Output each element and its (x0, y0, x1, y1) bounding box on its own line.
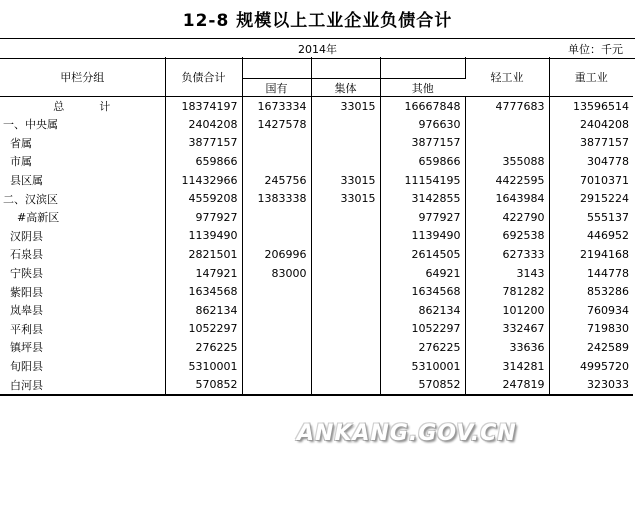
header-blank-2 (311, 57, 380, 79)
row-name: 汉阴县 (0, 227, 165, 246)
cell-total: 1052297 (165, 320, 242, 339)
cell-heavy: 304778 (587, 154, 629, 168)
cell-total: 862134 (165, 301, 242, 320)
subheader-bar (0, 38, 635, 59)
table-row (0, 357, 633, 376)
cell-heavy: 760934 (587, 303, 629, 317)
cell-light: 314281 (465, 357, 549, 376)
row-name: 宁陕县 (0, 264, 165, 283)
cell-heavy: 853286 (587, 285, 629, 299)
cell-light: 4422595 (465, 171, 549, 190)
cell-heavy: 555137 (587, 210, 629, 224)
cell-state (242, 134, 311, 153)
row-name: 省属 (0, 134, 165, 153)
table-row (0, 134, 633, 153)
cell-other: 977927 (380, 208, 465, 227)
cell-state (242, 227, 311, 246)
table-row (0, 208, 633, 227)
cell-state (242, 301, 311, 320)
cell-state: 206996 (242, 245, 311, 264)
cell-other: 1139490 (380, 227, 465, 246)
row-name: 平利县 (0, 320, 165, 339)
cell-light: 355088 (465, 152, 549, 171)
table-row (0, 338, 633, 357)
cell-other: 276225 (380, 338, 465, 357)
row-name: 石泉县 (0, 245, 165, 264)
cell-other: 1634568 (380, 282, 465, 301)
cell-light: 781282 (465, 282, 549, 301)
cell-collective: 33015 (311, 97, 380, 116)
cell-state: 1427578 (242, 115, 311, 134)
row-name: 旬阳县 (0, 357, 165, 376)
header-state: 国有 (242, 79, 311, 97)
cell-total: 570852 (165, 375, 242, 395)
cell-heavy: 2404208 (580, 117, 629, 131)
cell-heavy: 242589 (587, 340, 629, 354)
cell-collective (311, 134, 380, 153)
table-row (0, 227, 633, 246)
year-label: 2014年 (298, 43, 337, 56)
cell-heavy: 3877157 (580, 136, 629, 150)
table-row (0, 189, 633, 208)
watermark: ANKANG.GOV.CN (297, 421, 517, 446)
cell-collective (311, 375, 380, 395)
cell-collective (311, 152, 380, 171)
header-blank-1 (242, 57, 311, 79)
table-row (0, 320, 633, 339)
table-row (0, 301, 633, 320)
cell-other: 1052297 (380, 320, 465, 339)
cell-other: 64921 (380, 264, 465, 283)
cell-total: 147921 (165, 264, 242, 283)
cell-other: 862134 (380, 301, 465, 320)
cell-heavy: 144778 (587, 266, 629, 280)
cell-other: 3142855 (380, 189, 465, 208)
cell-light: 4777683 (465, 97, 549, 116)
cell-light: 422790 (465, 208, 549, 227)
header-total: 负债合计 (165, 57, 242, 97)
cell-collective (311, 357, 380, 376)
page-title: 12-8 规模以上工业企业负债合计 (182, 11, 453, 31)
table-row (0, 264, 633, 283)
cell-state (242, 152, 311, 171)
cell-heavy: 7010371 (580, 173, 629, 187)
cell-light: 692538 (465, 227, 549, 246)
cell-state: 245756 (242, 171, 311, 190)
row-name: #高新区 (0, 208, 165, 227)
cell-other: 976630 (380, 115, 465, 134)
table-row (0, 115, 633, 134)
cell-heavy: 323033 (549, 375, 633, 395)
cell-light (465, 134, 549, 153)
cell-light (465, 115, 549, 134)
cell-light: 1643984 (465, 189, 549, 208)
row-name: 市属 (0, 152, 165, 171)
cell-heavy: 446952 (587, 229, 629, 243)
cell-collective (311, 320, 380, 339)
cell-other: 5310001 (380, 357, 465, 376)
cell-state: 83000 (242, 264, 311, 283)
cell-other: 11154195 (380, 171, 465, 190)
cell-other: 16667848 (380, 97, 465, 116)
row-name: 二、汉滨区 (0, 189, 165, 208)
header-light-industry: 轻工业 (465, 57, 549, 97)
row-name: 一、中央属 (0, 115, 165, 134)
cell-state: 1673334 (242, 97, 311, 116)
cell-collective (311, 208, 380, 227)
cell-light: 101200 (465, 301, 549, 320)
cell-total: 1634568 (165, 282, 242, 301)
cell-total: 1139490 (165, 227, 242, 246)
table-row (0, 282, 633, 301)
table-body (0, 97, 633, 395)
cell-other: 2614505 (380, 245, 465, 264)
cell-total: 977927 (165, 208, 242, 227)
liabilities-table (0, 57, 633, 396)
cell-state (242, 338, 311, 357)
cell-light: 247819 (465, 375, 549, 395)
cell-heavy: 13596514 (573, 99, 629, 113)
unit-label: 单位：千元 (568, 43, 623, 56)
table-row (0, 245, 633, 264)
header-blank-3 (380, 57, 465, 79)
cell-other: 3877157 (380, 134, 465, 153)
cell-total: 659866 (165, 152, 242, 171)
cell-total: 3877157 (165, 134, 242, 153)
cell-collective (311, 227, 380, 246)
cell-collective (311, 115, 380, 134)
cell-total: 18374197 (165, 97, 242, 116)
row-name: 白河县 (0, 375, 165, 395)
row-name: 紫阳县 (0, 282, 165, 301)
cell-collective (311, 338, 380, 357)
row-name: 镇坪县 (0, 338, 165, 357)
cell-heavy: 2915224 (580, 192, 629, 206)
cell-collective: 33015 (311, 189, 380, 208)
cell-total: 2821501 (165, 245, 242, 264)
cell-state (242, 320, 311, 339)
cell-heavy: 4995720 (580, 359, 629, 373)
cell-light: 332467 (465, 320, 549, 339)
cell-state (242, 282, 311, 301)
cell-collective (311, 282, 380, 301)
cell-total: 276225 (165, 338, 242, 357)
cell-total: 5310001 (165, 357, 242, 376)
cell-light: 33636 (465, 338, 549, 357)
cell-collective (311, 264, 380, 283)
cell-total: 11432966 (165, 171, 242, 190)
table-row (0, 152, 633, 171)
header-other: 其他 (380, 79, 465, 97)
cell-state (242, 357, 311, 376)
row-name: 总 计 (0, 97, 165, 116)
header-collective: 集体 (311, 79, 380, 97)
table-row (0, 375, 633, 395)
cell-light: 627333 (465, 245, 549, 264)
cell-state (242, 375, 311, 395)
cell-total: 4559208 (165, 189, 242, 208)
cell-collective (311, 245, 380, 264)
cell-state: 1383338 (242, 189, 311, 208)
table-row (0, 97, 633, 116)
cell-heavy: 719830 (587, 322, 629, 336)
cell-collective: 33015 (311, 171, 380, 190)
cell-state (242, 208, 311, 227)
cell-collective (311, 301, 380, 320)
table-row (0, 171, 633, 190)
cell-heavy: 2194168 (580, 247, 629, 261)
header-category: 甲栏分组 (0, 57, 165, 97)
cell-other: 659866 (380, 152, 465, 171)
header-heavy-industry: 重工业 (549, 57, 633, 97)
cell-light: 3143 (465, 264, 549, 283)
row-name: 县区属 (0, 171, 165, 190)
row-name: 岚皋县 (0, 301, 165, 320)
cell-total: 2404208 (165, 115, 242, 134)
cell-other: 570852 (380, 375, 465, 395)
